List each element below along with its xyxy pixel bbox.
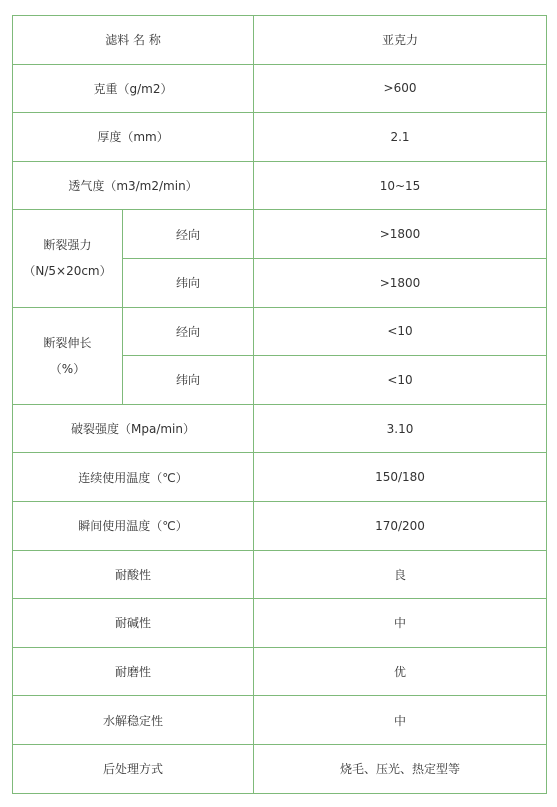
- table-row: [13, 453, 547, 502]
- row-value: 中: [254, 599, 547, 648]
- table-row: [13, 647, 547, 696]
- row-value: 2.1: [254, 113, 547, 162]
- row-label: 后处理方式: [13, 744, 254, 793]
- table-row: [13, 599, 547, 648]
- sub-label: 经向: [123, 210, 254, 259]
- row-value: 中: [254, 696, 547, 745]
- row-value: 170/200: [254, 501, 547, 550]
- row-label: 厚度（mm）: [13, 113, 254, 162]
- row-label: 克重（g/m2）: [13, 64, 254, 113]
- row-value: 3.10: [254, 404, 547, 453]
- row-value: 亚克力: [254, 16, 547, 65]
- row-label: 滤料 名 称: [13, 16, 254, 65]
- table-row: [13, 744, 547, 793]
- row-value: <10: [254, 307, 547, 356]
- elongation-label-cell: [13, 307, 123, 404]
- row-value: 烧毛、压光、热定型等: [254, 744, 547, 793]
- table-row: [13, 501, 547, 550]
- table-row: [13, 64, 547, 113]
- table-row: [13, 696, 547, 745]
- row-label: 连续使用温度（℃）: [13, 453, 254, 502]
- row-value: 良: [254, 550, 547, 599]
- row-label: 破裂强度（Mpa/min）: [13, 404, 254, 453]
- row-value: <10: [254, 356, 547, 405]
- elongation-unit: （%）: [49, 361, 86, 376]
- sub-label: 纬向: [123, 258, 254, 307]
- table-row: [13, 307, 547, 356]
- row-label: 耐碱性: [13, 599, 254, 648]
- row-label: 透气度（m3/m2/min）: [13, 161, 254, 210]
- table-row: [13, 16, 547, 65]
- row-value: 10~15: [254, 161, 547, 210]
- row-label: 水解稳定性: [13, 696, 254, 745]
- table-row: [13, 550, 547, 599]
- table-row: [13, 161, 547, 210]
- elongation-label: 断裂伸长: [43, 335, 92, 350]
- row-label: 耐磨性: [13, 647, 254, 696]
- row-value: 150/180: [254, 453, 547, 502]
- table-row: [13, 404, 547, 453]
- row-value: >600: [254, 64, 547, 113]
- tensile-label: 断裂强力: [43, 238, 92, 253]
- row-label: 瞬间使用温度（℃）: [13, 501, 254, 550]
- table-row: [13, 210, 547, 259]
- filter-spec-table: [12, 15, 547, 794]
- sub-label: 经向: [123, 307, 254, 356]
- table-row: [13, 113, 547, 162]
- sub-label: 纬向: [123, 356, 254, 405]
- row-label: 耐酸性: [13, 550, 254, 599]
- tensile-label-cell: [13, 210, 123, 307]
- tensile-unit: （N/5×20cm）: [23, 264, 112, 279]
- row-value: >1800: [254, 210, 547, 259]
- row-value: 优: [254, 647, 547, 696]
- row-value: >1800: [254, 258, 547, 307]
